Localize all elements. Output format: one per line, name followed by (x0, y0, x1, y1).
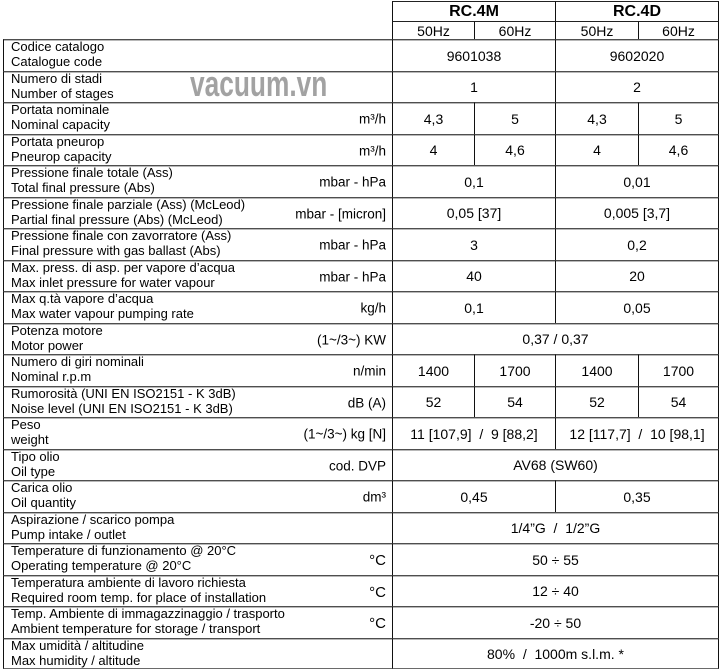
spec-value: 4,6 (474, 134, 555, 166)
model-header: RC.4D (555, 1, 719, 21)
spec-value: 9602020 (555, 39, 719, 71)
spec-label (11, 417, 49, 447)
spec-label-cell (3, 512, 392, 544)
spec-value: 5 (474, 102, 555, 134)
spec-label-cell (3, 638, 392, 670)
spec-value: 1/4”G / 1/2”G (392, 512, 719, 544)
spec-label-cell (3, 291, 392, 323)
spec-label-cell (3, 228, 392, 260)
spec-label-cell (3, 386, 392, 418)
unit-label: mbar - hPa (319, 237, 386, 253)
spec-value: 40 (392, 260, 555, 292)
label-italian: Max q.tà vapore d’acqua (11, 291, 154, 306)
label-italian: Pressione finale parziale (Ass) (McLeod) (11, 196, 246, 212)
frequency-header: 50Hz (392, 21, 474, 39)
spec-label-cell (3, 102, 392, 134)
label-italian: Temp. Ambiente di immagazzinaggio / trasporto (11, 606, 285, 621)
spec-label-cell (3, 39, 392, 71)
spec-value: 0,005 [3,7] (555, 197, 719, 229)
label-english: Oil quantity (11, 495, 77, 510)
spec-value: 4 (555, 134, 638, 166)
spec-label-cell (3, 134, 392, 166)
spec-value: 1 (392, 71, 555, 103)
spec-value: 4,3 (392, 102, 474, 134)
label-english: Max inlet pressure for water vapour (11, 274, 215, 290)
spec-label (11, 638, 144, 668)
spec-value: 0,1 (392, 165, 555, 197)
spec-value: 52 (555, 386, 638, 418)
unit-label: mbar - [micron] (295, 206, 386, 222)
spec-label-cell (3, 323, 392, 355)
spec-label-cell (3, 543, 392, 575)
label-italian: Pressione finale con zavorratore (Ass) (11, 228, 232, 243)
unit-label: m³/h (359, 143, 386, 159)
spec-value: 2 (555, 71, 719, 103)
label-english: Pneurop capacity (11, 148, 112, 164)
label-english: Nominal capacity (11, 117, 110, 132)
spec-value: 1700 (474, 354, 555, 386)
label-italian: Pressione finale totale (Ass) (11, 165, 173, 180)
label-italian: Portata nominale (11, 102, 110, 117)
label-english: Operating temperature @ 20°C (11, 558, 192, 573)
spec-value: 20 (555, 260, 719, 292)
label-english: Final pressure with gas ballast (Abs) (11, 243, 221, 258)
spec-value: 0,37 / 0,37 (392, 323, 719, 355)
spec-value: 4,3 (555, 102, 638, 134)
unit-label: cod. DVP (328, 458, 386, 474)
unit-label: °C (369, 552, 386, 570)
model-header: RC.4M (392, 1, 555, 21)
spec-label (11, 575, 266, 605)
spec-value: 0,45 (392, 480, 555, 512)
label-english: Pump intake / outlet (11, 526, 126, 542)
label-english: Required room temp. for place of installation (11, 589, 267, 605)
spec-label-cell (3, 197, 392, 229)
spec-value: 50 ÷ 55 (392, 543, 719, 575)
label-english: Oil type (11, 463, 56, 479)
label-italian: Potenza motore (11, 322, 103, 338)
spec-value: -20 ÷ 50 (392, 606, 719, 638)
spec-value: 11 [107,9] / 9 [88,2] (392, 417, 555, 449)
unit-label: mbar - hPa (319, 269, 386, 285)
label-italian: Portata pneurop (11, 133, 105, 149)
spec-label (11, 291, 194, 321)
spec-label-cell (3, 354, 392, 386)
label-italian: Carica olio (11, 480, 73, 495)
spec-label (11, 449, 60, 479)
spec-label-cell (3, 260, 392, 292)
spec-value: 80% / 1000m s.l.m. * (392, 638, 719, 670)
spec-value: 0,05 [37] (392, 197, 555, 229)
label-english: Catalogue code (11, 54, 103, 69)
spec-label (11, 354, 144, 384)
label-italian: Aspirazione / scarico pompa (11, 511, 175, 527)
unit-label: (1~/3~) kg [N] (303, 426, 386, 442)
spec-value: 1400 (555, 354, 638, 386)
spec-value: 3 (392, 228, 555, 260)
label-english: Total final pressure (Abs) (11, 180, 155, 195)
label-english: Noise level (UNI EN ISO2151 - K 3dB) (11, 400, 233, 416)
label-italian: Max. press. di asp. per vapore d’acqua (11, 259, 236, 275)
label-italian: Tipo olio (11, 448, 60, 464)
label-italian: Rumorosità (UNI EN ISO2151 - K 3dB) (11, 385, 236, 401)
label-italian: Temperatura ambiente di lavoro richiesta (11, 574, 246, 590)
spec-label (11, 102, 110, 132)
spec-label (11, 165, 173, 195)
spec-value: 5 (638, 102, 719, 134)
spec-label (11, 606, 285, 636)
spec-label-cell (3, 606, 392, 638)
spec-label (11, 228, 231, 258)
label-italian: Temperature di funzionamento @ 20°C (11, 543, 237, 558)
frequency-header: 50Hz (555, 21, 638, 39)
label-italian: Max umidità / altitudine (11, 637, 144, 653)
frequency-header: 60Hz (474, 21, 555, 39)
spec-label-cell (3, 165, 392, 197)
frequency-header: 60Hz (638, 21, 719, 39)
spec-label (11, 71, 114, 101)
label-italian: Codice catalogo (11, 39, 105, 54)
spec-value: 12 [117,7] / 10 [98,1] (555, 417, 719, 449)
label-english: Number of stages (11, 85, 114, 101)
spec-value: 4 (392, 134, 474, 166)
spec-value: 0,2 (555, 228, 719, 260)
label-italian: Numero di giri nominali (11, 354, 144, 369)
watermark: vacuum.vn (190, 63, 328, 104)
spec-label-cell (3, 480, 392, 512)
unit-label: °C (369, 583, 386, 601)
unit-label: mbar - hPa (319, 174, 386, 190)
unit-label: n/min (352, 363, 386, 379)
spec-value: 4,6 (638, 134, 719, 166)
unit-label: dm³ (362, 489, 386, 505)
spec-value: 54 (638, 386, 719, 418)
label-italian: Peso (11, 417, 41, 432)
spec-value: 0,35 (555, 480, 719, 512)
label-italian: Numero di stadi (11, 70, 103, 86)
label-english: Max water vapour pumping rate (11, 306, 194, 321)
label-english: Partial final pressure (Abs) (McLeod) (11, 211, 223, 227)
label-english: Nominal r.p.m (11, 369, 92, 384)
label-english: Ambient temperature for storage / transport (11, 621, 261, 636)
spec-label (11, 386, 236, 416)
spec-label (11, 480, 76, 510)
spec-value: 0,01 (555, 165, 719, 197)
spec-label (11, 197, 245, 227)
spec-value: 0,1 (392, 291, 555, 323)
unit-label: (1~/3~) KW (316, 332, 386, 348)
label-english: weight (11, 432, 49, 447)
spec-value: 12 ÷ 40 (392, 575, 719, 607)
spec-value: 0,05 (555, 291, 719, 323)
unit-label: kg/h (360, 300, 386, 316)
spec-label-cell (3, 575, 392, 607)
spec-value: 1700 (638, 354, 719, 386)
unit-label: °C (369, 615, 386, 633)
spec-label (11, 260, 235, 290)
spec-value: 9601038 (392, 39, 555, 71)
spec-label-cell (3, 417, 392, 449)
spec-value: 1400 (392, 354, 474, 386)
spec-label-cell (3, 71, 392, 103)
spec-label (11, 134, 111, 164)
label-english: Motor power (11, 337, 84, 353)
spec-label (11, 323, 103, 353)
spec-label (11, 543, 236, 573)
unit-label: m³/h (359, 111, 386, 127)
label-english: Max humidity / altitude (11, 652, 141, 668)
spec-label (11, 39, 104, 69)
spec-label (11, 512, 174, 542)
spec-value: AV68 (SW60) (392, 449, 719, 481)
unit-label: dB (A) (347, 395, 386, 411)
spec-value: 52 (392, 386, 474, 418)
spec-value: 54 (474, 386, 555, 418)
spec-label-cell (3, 449, 392, 481)
